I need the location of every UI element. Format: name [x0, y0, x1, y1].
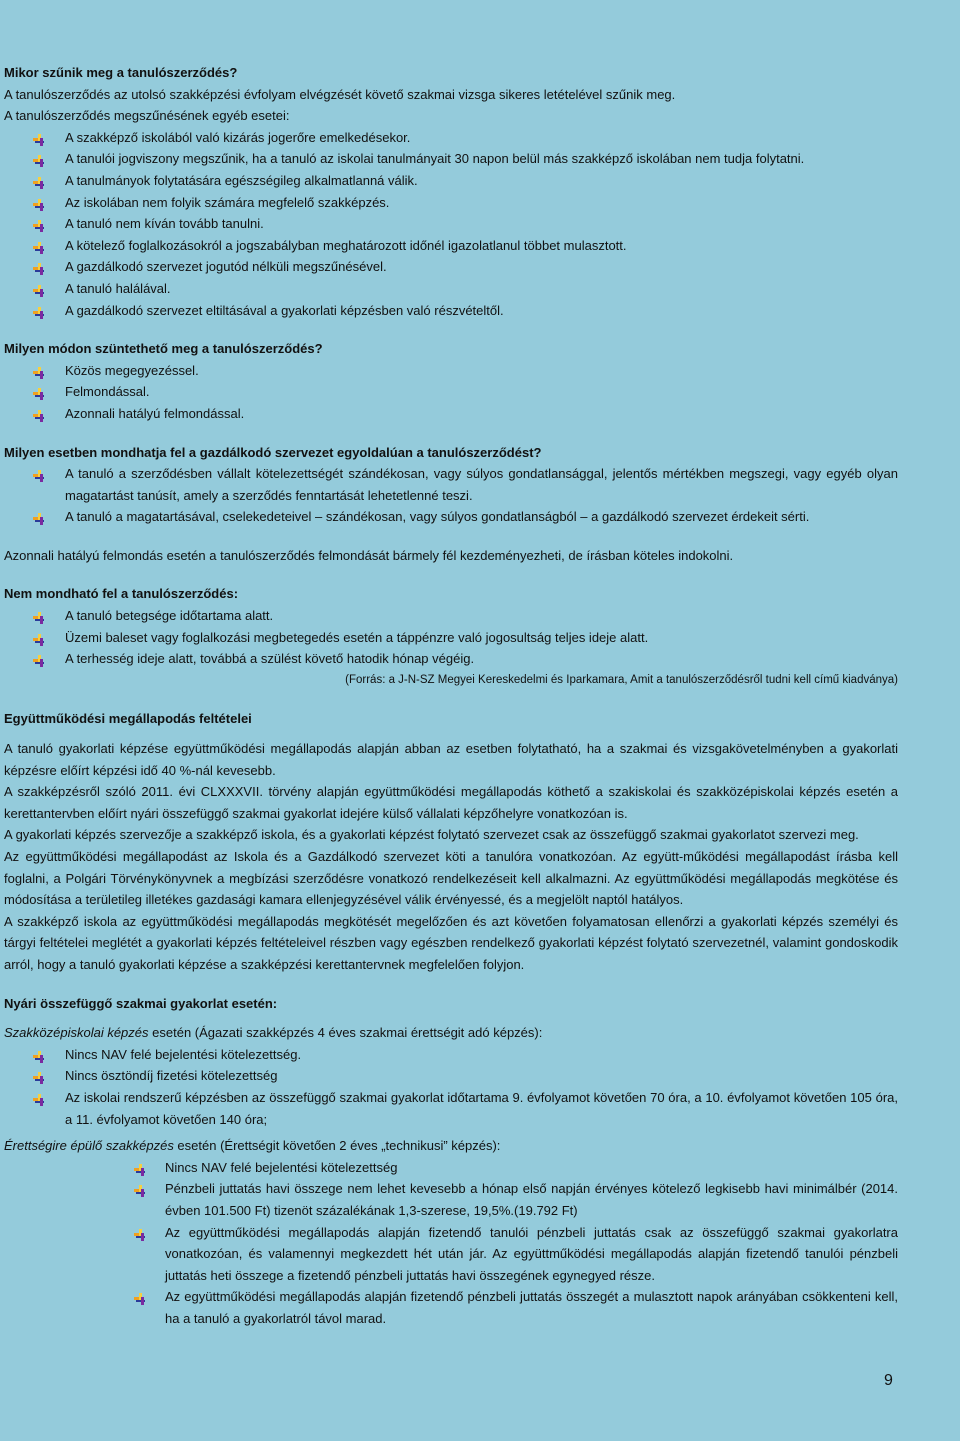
bullet-icon: [134, 1290, 146, 1302]
bullet-icon: [33, 510, 45, 522]
bullet-icon: [33, 174, 45, 186]
bullet-icon: [33, 217, 45, 229]
bullet-icon: [33, 407, 45, 419]
list-item: Nincs NAV felé bejelentési kötelezettség.: [4, 1044, 898, 1066]
list-item: A tanuló halálával.: [4, 278, 898, 300]
section-heading-cooperation: Együttműködési megállapodás feltételei: [4, 711, 252, 727]
bullet-icon: [33, 152, 45, 164]
list-item: Az iskolai rendszerű képzésben az összefüggő szakmai gyakorlat időtartama 9. évfolyamot követően 70 óra, a 10. évfolyamot követően 105 óra, a 11. évfolyamot követően 140 óra;: [4, 1087, 898, 1130]
bullet-icon: [134, 1182, 146, 1194]
bullet-icon: [33, 609, 45, 621]
bullet-icon: [134, 1161, 146, 1173]
list-item: Azonnali hatályú felmondással.: [4, 403, 898, 425]
section-heading-termination: Mikor szűnik meg a tanulószerződés?: [4, 65, 238, 80]
bullet-list-termination-cases: [4, 127, 898, 321]
bullet-icon: [33, 304, 45, 316]
list-item: A tanuló a magatartásával, cselekedeteivel – szándékosan, vagy súlyos gondatlanságból – a gazdálkodó szervezet érdekeit sérti.: [4, 506, 898, 528]
list-item: A gazdálkodó szervezet eltiltásával a gyakorlati képzésben való részvételtől.: [4, 300, 898, 322]
bullet-icon: [33, 131, 45, 143]
bullet-icon: [33, 282, 45, 294]
bullet-list-methods: [4, 360, 898, 425]
list-item: Pénzbeli juttatás havi összege nem lehet kevesebb a hónap első napján érvényes kötelező legkisebb havi minimálbér (2014. évben 101.500 Ft) tizenöt százalékának 1,3-szerese, 19,5%.(19.792 Ft): [4, 1178, 898, 1221]
list-item: Felmondással.: [4, 381, 898, 403]
bullet-icon: [33, 385, 45, 397]
paragraph: Az együttműködési megállapodást az Iskola és a Gazdálkodó szervezet köti a tanulóra vonatkozóan. Az együtt-működési megállapodást írásba kell foglalni, a Polgári Törvénykönyvnek a megbízási szerződésre vonatkozó rendelkezéseit kell alkalmazni. Az együttműködési megállapodás megkötése és módosítása a területileg illetékes gazdasági kamara ellenjegyzésével válik érvényessé, és a megjelölt naptól hatályos.: [4, 849, 898, 908]
paragraph: A szakképzésről szóló 2011. évi CLXXXVII. törvény alapján együttműködési megállapodás köthető a szakiskolai és szakközépiskolai képzés esetén a kerettantervben előírt nyári összefüggő szakmai gyakorlat idejére külső vállalati képzőhelyre vonatkozóan is.: [4, 784, 898, 821]
list-item: A tanuló a szerződésben vállalt kötelezettségét szándékosan, vagy súlyos gondatlansággal, jelentős mértékben megszegi, vagy egyéb olyan magatartást tanúsít, amely a szerződés fenntartását lehetetlenné teszi.: [4, 463, 898, 506]
bullet-icon: [33, 1091, 45, 1103]
list-item: A terhesség ideje alatt, továbbá a szülést követő hatodik hónap végéig.: [4, 648, 898, 670]
section-heading-methods: Milyen módon szüntethető meg a tanulószerződés?: [4, 341, 323, 357]
page-number: 9: [884, 1372, 893, 1389]
bullet-list-post-secondary: [4, 1157, 898, 1330]
bullet-list-vocational-secondary: [4, 1044, 898, 1130]
list-item: A tanulmányok folytatására egészségileg alkalmatlanná válik.: [4, 170, 898, 192]
list-item: Közös megegyezéssel.: [4, 360, 898, 382]
list-item: A tanuló betegsége időtartama alatt.: [4, 605, 898, 627]
bullet-icon: [33, 631, 45, 643]
list-item: A tanuló nem kíván tovább tanulni.: [4, 213, 898, 235]
section-heading-unilateral: Milyen esetben mondhatja fel a gazdálkodó szervezet egyoldalúan a tanulószerződést?: [4, 444, 542, 460]
subheading-vocational-secondary: Szakközépiskolai képzés esetén (Ágazati szakképzés 4 éves szakmai érettségit adó képzés):: [4, 1025, 543, 1041]
list-item: A tanulói jogviszony megszűnik, ha a tanuló az iskolai tanulmányait 30 napon belül más szakképző iskolában nem tudja folytatni.: [4, 148, 898, 170]
bullet-icon: [33, 1048, 45, 1060]
bullet-icon: [33, 364, 45, 376]
list-item: Nincs ösztöndíj fizetési kötelezettség: [4, 1065, 898, 1087]
subheading-post-secondary: Érettségire épülő szakképzés esetén (Érettségit követően 2 éves „technikusi” képzés):: [4, 1138, 501, 1154]
bullet-list-cannot-terminate: [4, 605, 898, 670]
bullet-icon: [33, 652, 45, 664]
cooperation-text: [4, 738, 898, 976]
source-citation: (Forrás: a J-N-SZ Megyei Kereskedelmi és Iparkamara, Amit a tanulószerződésről tudni kell című kiadványa): [345, 673, 898, 686]
bullet-icon: [33, 467, 45, 479]
list-item: Nincs NAV felé bejelentési kötelezettség: [4, 1157, 898, 1179]
list-item: Az együttműködési megállapodás alapján fizetendő pénzbeli juttatás összegét a mulasztott napok arányában csökkenteni kell, ha a tanuló a gyakorlatról távol marad.: [4, 1286, 898, 1329]
document-page: [4, 62, 898, 1329]
bullet-icon: [33, 1069, 45, 1081]
list-item: A gazdálkodó szervezet jogutód nélküli megszűnésével.: [4, 256, 898, 278]
section-heading-cannot-terminate: Nem mondható fel a tanulószerződés:: [4, 586, 239, 602]
paragraph: A tanuló gyakorlati képzése együttműködési megállapodás alapján abban az esetben folytatható, ha a szakmai és vizsgakövetelményben a gyakorlati képzésre előírt képzési idő 40 %-nál kevesebb.: [4, 741, 898, 778]
list-item: Üzemi baleset vagy foglalkozási megbetegedés esetén a táppénzre való jogosultság teljes ideje alatt.: [4, 627, 898, 649]
paragraph-immediate-termination: Azonnali hatályú felmondás esetén a tanulószerződés felmondását bármely fél kezdeményezheti, de írásban köteles indokolni.: [4, 547, 734, 563]
paragraph: A tanulószerződés megszűnésének egyéb esetei:: [4, 108, 290, 124]
list-item: Az iskolában nem folyik számára megfelelő szakképzés.: [4, 192, 898, 214]
bullet-icon: [33, 196, 45, 208]
bullet-icon: [33, 260, 45, 272]
bullet-list-unilateral: [4, 463, 898, 528]
list-item: A kötelező foglalkozásokról a jogszabályban meghatározott időnél igazolatlanul többet mulasztott.: [4, 235, 898, 257]
section-heading-summer-practice: Nyári összefüggő szakmai gyakorlat esetén:: [4, 995, 278, 1011]
list-item: A szakképző iskolából való kizárás jogerőre emelkedésekor.: [4, 127, 898, 149]
paragraph: A szakképző iskola az együttműködési megállapodás megkötését megelőzően és azt követően folyamatosan ellenőrzi a gyakorlati képzés személyi és tárgyi feltételei meglétét a gyakorlati képzés feltételeivel részben vagy egészben rendelkező gyakorlati képzést folytató szervezetnél, valamint gondoskodik arról, hogy a tanuló gyakorlati képzése a szakképzési kerettantervnek megfelelően folyjon.: [4, 913, 898, 972]
bullet-icon: [134, 1226, 146, 1238]
list-item: Az együttműködési megállapodás alapján fizetendő tanulói pénzbeli juttatás csak az összefüggő szakmai gyakorlatra vonatkozóan, és valamennyi megkezdett hét után jár. Az együttműködési megállapodás alapján fizetendő tanulói pénzbeli juttatás heti összege a fizetendő pénzbeli juttatás havi összegének egynegyed része.: [4, 1222, 898, 1287]
paragraph: A gyakorlati képzés szervezője a szakképző iskola, és a gyakorlati képzést folytató szervezet csak az összefüggő szakmai gyakorlatot szervezi meg.: [4, 827, 859, 843]
bullet-icon: [33, 239, 45, 251]
paragraph: A tanulószerződés az utolsó szakképzési évfolyam elvégzését követő szakmai vizsga sikeres letételével szűnik meg.: [4, 86, 676, 102]
